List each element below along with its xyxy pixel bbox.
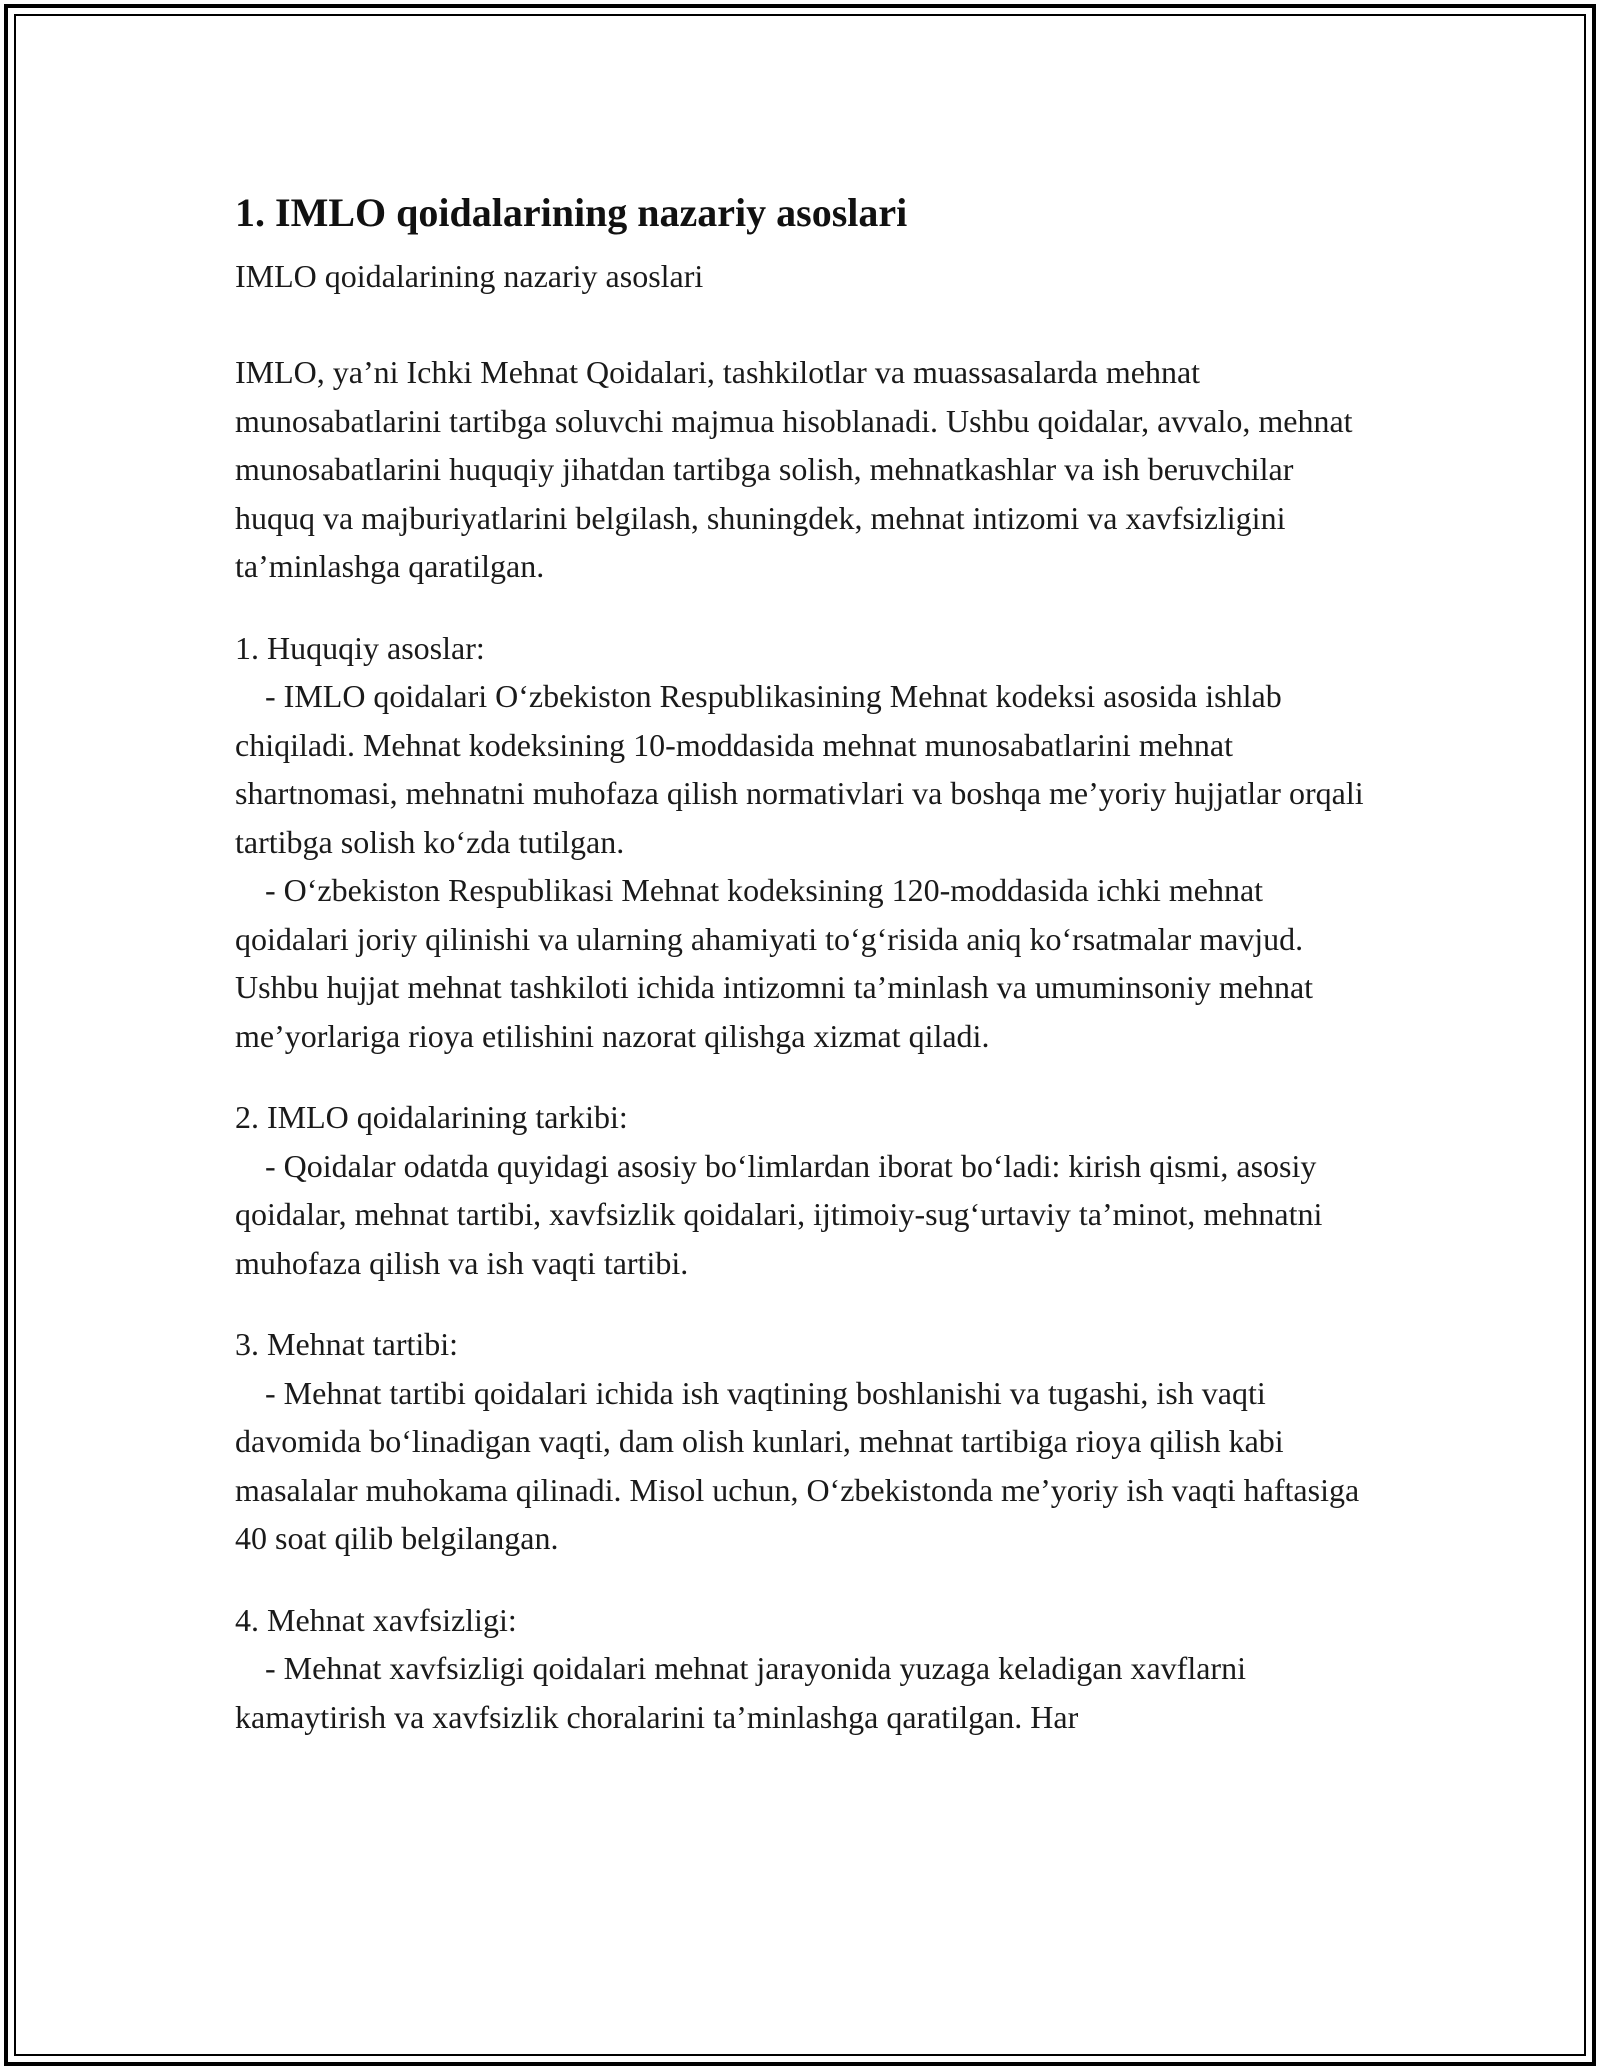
document-subtitle: IMLO qoidalarining nazariy asoslari — [235, 258, 704, 294]
section-bullet — [235, 1644, 1375, 1741]
section-work-safety — [235, 1596, 1375, 1742]
document-page — [235, 182, 1375, 1774]
section-structure — [235, 1093, 1375, 1287]
bullet-text: - Qoidalar odatda quyidagi asosiy bo‘limlardan iborat bo‘ladi: kirish qismi, asosiy qoidalar, mehnat tartibi, xavfsizlik qoidalari, ijtimoiy-sug‘urtaviy ta’minot, mehnatni muhofaza qilish va ish vaqti tartibi. — [235, 1147, 1323, 1281]
bullet-text: - O‘zbekiston Respublikasi Mehnat kodeksining 120-moddasida ichki mehnat qoidalari joriy qilinishi va ularning ahamiyati to‘g‘risida aniq ko‘rsatmalar mavjud. Ushbu hujjat mehnat tashkiloti ichida intizomni ta’minlash va umuminsoniy mehnat me’yorlariga rioya etilishini nazorat qilishga xizmat qiladi. — [235, 872, 1314, 1054]
bullet-text: - IMLO qoidalari O‘zbekiston Respublikasining Mehnat kodeksi asosida ishlab chiqiladi. Mehnat kodeksining 10-moddasida mehnat munosabatlarini mehnat shartnomasi, mehnatni muhofaza qilish normativlari va boshqa me’yoriy hujjatlar orqali tartibga solish ko‘zda tutilgan. — [235, 678, 1364, 860]
section-bullet — [235, 1142, 1375, 1288]
bullet-text: - Mehnat tartibi qoidalari ichida ish vaqtining boshlanishi va tugashi, ish vaqti davomida bo‘linadigan vaqti, dam olish kunlari, mehnat tartibiga rioya qilish kabi masalalar muhokama qilinadi. Misol uchun, O‘zbekistonda me’yoriy ish vaqti haftasiga 40 soat qilib belgilangan. — [235, 1374, 1360, 1556]
bullet-text: - Mehnat xavfsizligi qoidalari mehnat jarayonida yuzaga keladigan xavflarni kamaytirish va xavfsizlik choralarini ta’minlashga qaratilgan. Har — [235, 1650, 1246, 1735]
section-heading: 1. Huquqiy asoslar: — [235, 629, 485, 666]
section-work-order — [235, 1320, 1375, 1563]
document-title: 1. IMLO qoidalarining nazariy asoslari — [235, 190, 908, 235]
section-bullet — [235, 866, 1375, 1060]
section-heading: 3. Mehnat tartibi: — [235, 1326, 459, 1362]
section-bullet — [235, 1369, 1375, 1563]
section-bullet — [235, 672, 1375, 866]
section-heading: 4. Mehnat xavfsizligi: — [235, 1601, 517, 1638]
intro-paragraph: IMLO, ya’ni Ichki Mehnat Qoidalari, tashkilotlar va muassasalarda mehnat munosabatlarini tartibga soluvchi majmua hisoblanadi. Ushbu qoidalar, avvalo, mehnat munosabatlarini huquqiy jihatdan tartibga solish, mehnatkashlar va ish beruvchilar huquq va majburiyatlarini belgilash, shuningdek, mehnat intizomi va xavfsizligini ta’minlashga qaratilgan. — [235, 354, 1353, 584]
section-legal-basis — [235, 624, 1375, 1061]
section-heading: 2. IMLO qoidalarining tarkibi: — [235, 1099, 628, 1135]
